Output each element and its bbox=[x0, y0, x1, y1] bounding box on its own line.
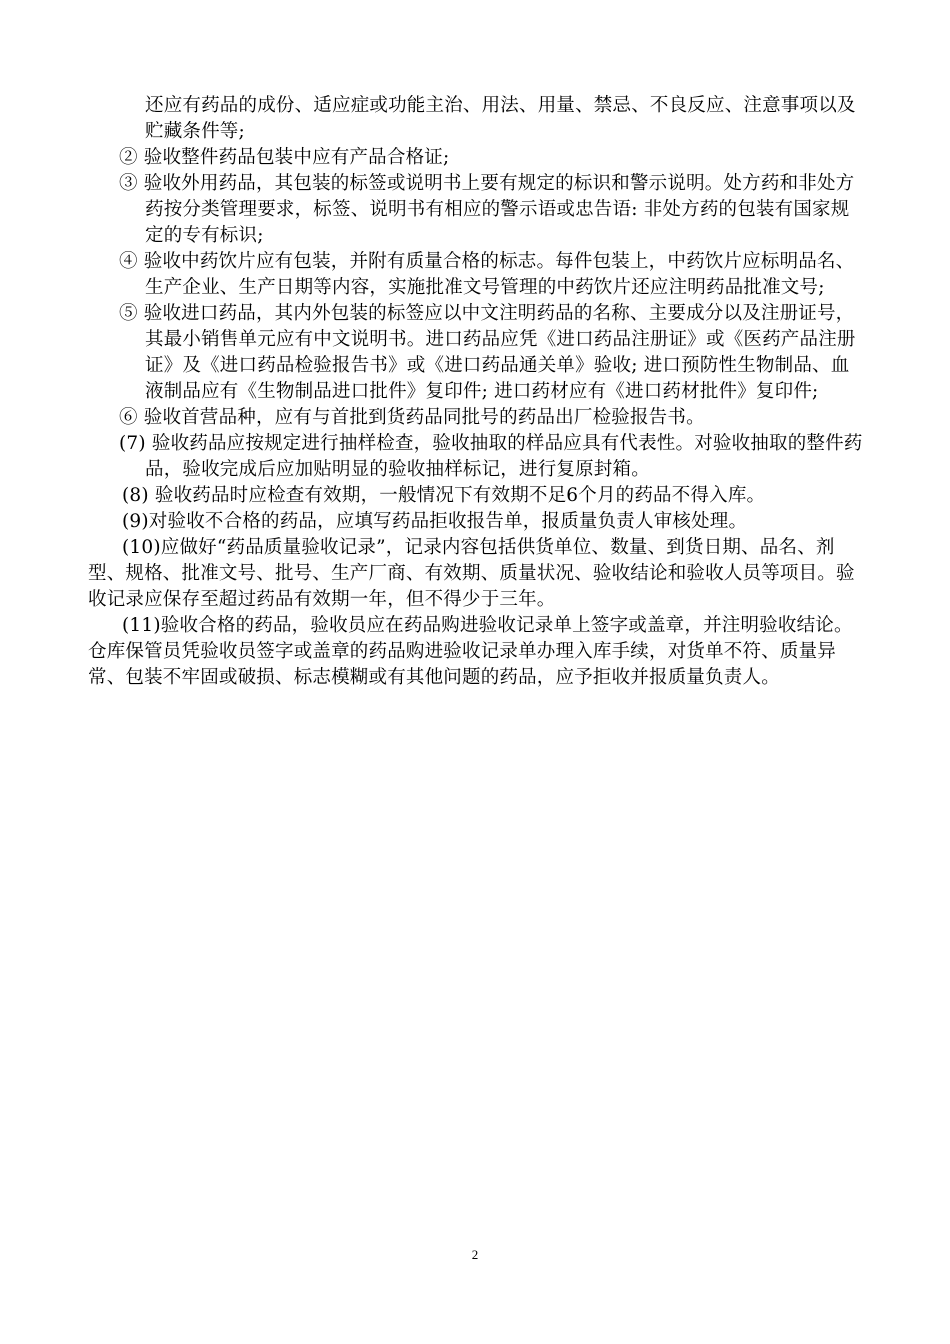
list-item-3: ③ 验收外用药品，其包装的标签或说明书上要有规定的标识和警示说明。处方药和非处方药按分类管理要求，标签、说明书有相应的警示语或忠告语: 非处方药的包装有国家规定的专有标识; bbox=[119, 173, 855, 246]
paragraph-8: (8) 验收药品时应检查有效期，一般情况下有效期不足6个月的药品不得入库。 bbox=[122, 485, 766, 506]
document-body bbox=[88, 93, 866, 691]
paragraph-continuation: 还应有药品的成份、适应症或功能主治、用法、用量、禁忌、不良反应、注意事项以及贮藏条件等; bbox=[145, 95, 856, 142]
paragraph-9: (9)对验收不合格的药品，应填写药品拒收报告单，报质量负责人审核处理。 bbox=[122, 511, 748, 532]
list-item-6: ⑥ 验收首营品种，应有与首批到货药品同批号的药品出厂检验报告书。 bbox=[119, 407, 705, 428]
list-item-4: ④ 验收中药饮片应有包装，并附有质量合格的标志。每件包装上，中药饮片应标明品名、生产企业、生产日期等内容，实施批准文号管理的中药饮片还应注明药品批准文号; bbox=[119, 251, 855, 298]
page-number: 2 bbox=[471, 1247, 479, 1262]
list-item-2: ② 验收整件药品包装中应有产品合格证; bbox=[119, 147, 450, 168]
paragraph-7: (7) 验收药品应按规定进行抽样检查，验收抽取的样品应具有代表性。对验收抽取的整件药品，验收完成后应加贴明显的验收抽样标记，进行复原封箱。 bbox=[119, 433, 863, 480]
list-item-5: ⑤ 验收进口药品，其内外包装的标签应以中文注明药品的名称、主要成分以及注册证号，其最小销售单元应有中文说明书。进口药品应凭《进口药品注册证》或《医药产品注册证》及《进口药品检验报告书》或《进口药品通关单》验收; 进口预防性生物制品、血液制品应有《生物制品进口批件》复印件; 进口药材应有《进口药材批件》复印件; bbox=[119, 303, 856, 402]
paragraph-11: (11)验收合格的药品，验收员应在药品购进验收记录单上签字或盖章，并注明验收结论。仓库保管员凭验收员签字或盖章的药品购进验收记录单办理入库手续，对货单不符、质量异常、包装不牢固或破损、标志模糊或有其他问题的药品，应予拒收并报质量负责人。 bbox=[88, 615, 853, 688]
paragraph-10: (10)应做好“药品质量验收记录”，记录内容包括供货单位、数量、到货日期、品名、剂型、规格、批准文号、批号、生产厂商、有效期、质量状况、验收结论和验收人员等项目。验收记录应保存至超过药品有效期一年，但不得少于三年。 bbox=[88, 537, 855, 610]
